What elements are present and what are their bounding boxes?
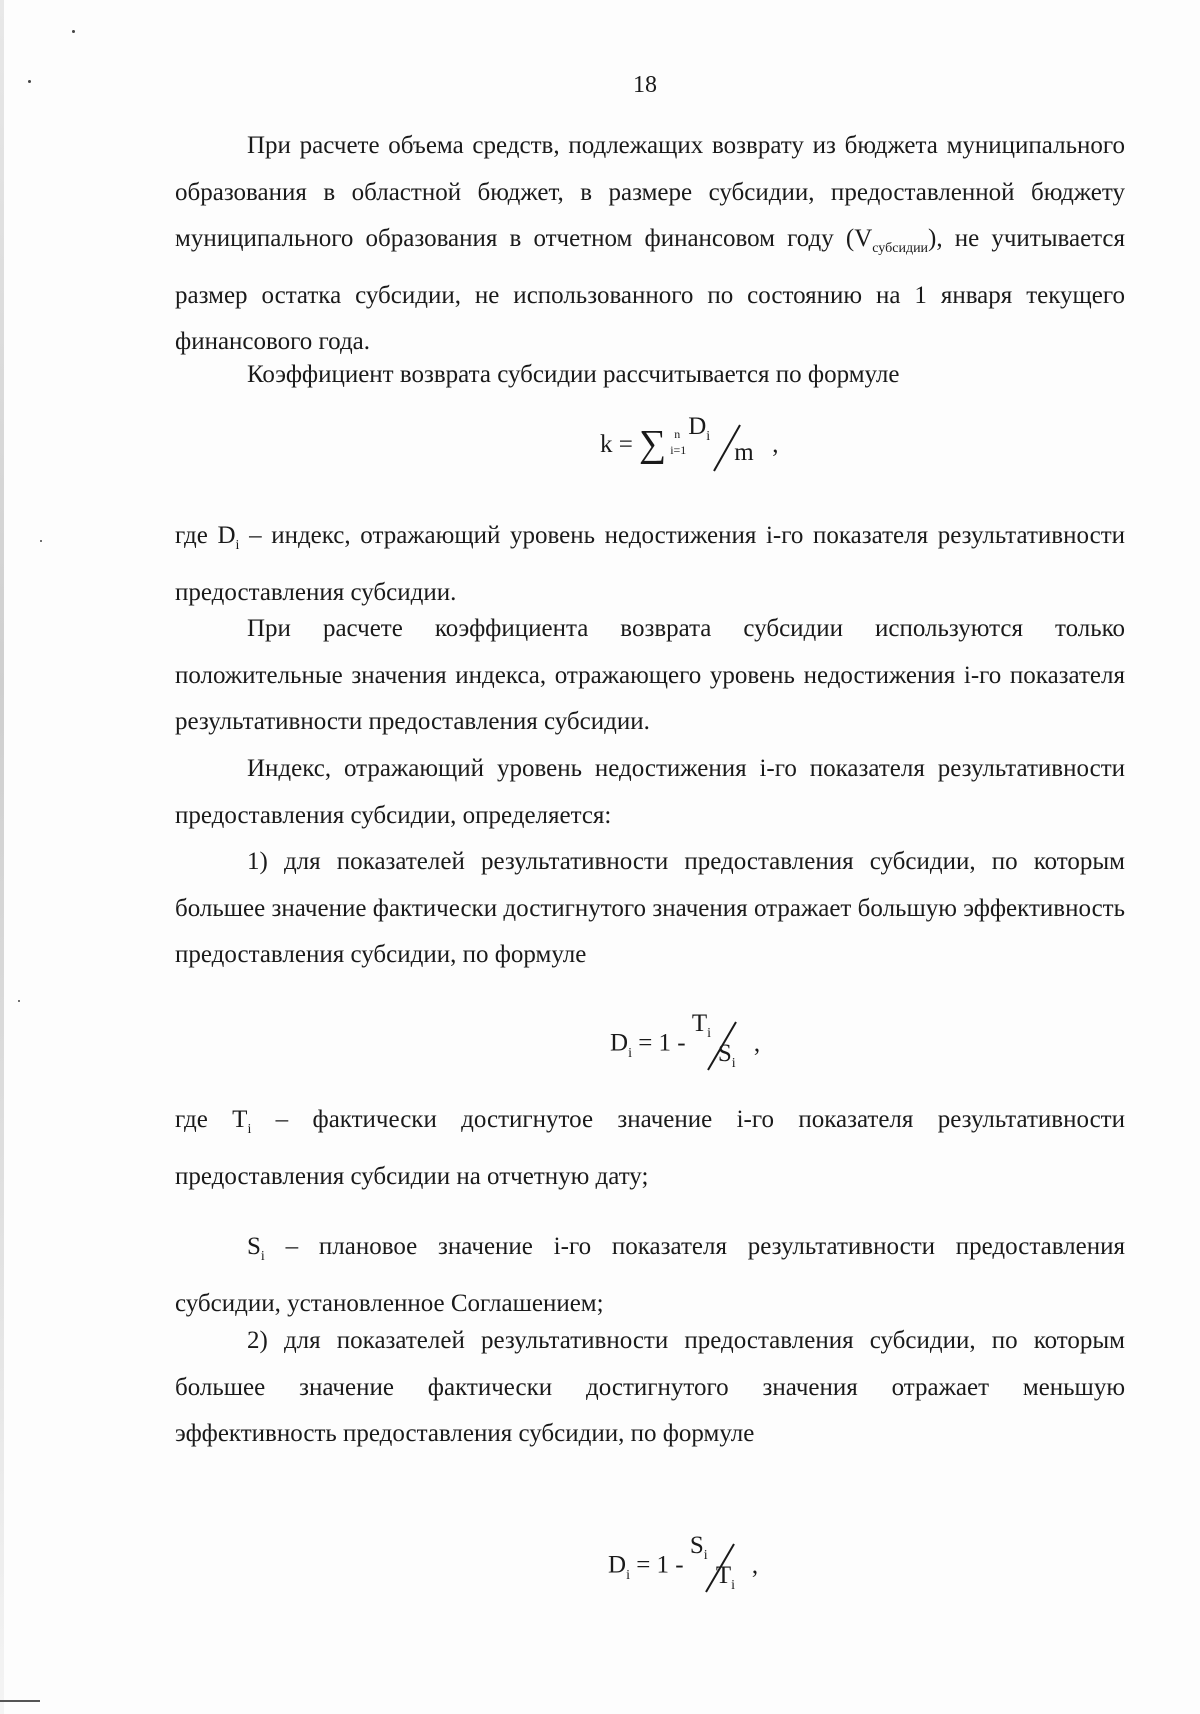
formula-k: k = ∑ n i=1 $D_i$ m , [600, 418, 778, 473]
paragraph-si-definition: $S_i$ – плановое значение i-го показателя результативности предоставления субсидии, установленное Соглашением; [175, 1233, 1125, 1317]
page-number: 18 [633, 72, 657, 98]
scan-speck [18, 1000, 20, 1002]
paragraph-coefficient-intro: Коэффициент возврата субсидии рассчитывается по формуле [247, 361, 900, 388]
scan-speck [40, 540, 42, 542]
formula-d2: $D_i = 1$ - $S_i$ $T_i$ , [608, 1540, 758, 1594]
paragraph-positive-values: При расчете коэффициента возврата субсидии используются только положительные значения индекса, отражающего уровень недостижения i-го показателя результативности предоставления субсидии. [175, 615, 1125, 735]
paragraph-di-definition: где $D_i$ – индекс, отражающий уровень недостижения i-го показателя результативности предоставления субсидии. [175, 522, 1125, 606]
scan-mark [0, 1700, 40, 1702]
scan-speck [72, 30, 75, 33]
scan-edge [0, 0, 4, 1714]
formula-d1: $D_i = 1$ - $T_i$ $S_i$ , [610, 1018, 760, 1072]
paragraph-index-determination: Индекс, отражающий уровень недостижения i-го показателя результативности предоставления субсидии, определяется: [175, 755, 1125, 829]
paragraph-case-1: 1) для показателей результативности предоставления субсидии, по которым большее значение фактически достигнутого значения отражает большую эффективность предоставления субсидии, по формуле [175, 848, 1125, 968]
paragraph-case-2: 2) для показателей результативности предоставления субсидии, по которым большее значение фактически достигнутого значения отражает меньшую эффективность предоставления субсидии, по формуле [175, 1327, 1125, 1447]
paragraph-refund-volume: При расчете объема средств, подлежащих возврату из бюджета муниципального образования в областной бюджет, в размере субсидии, предоставленной бюджету муниципального образования в отчетном финансовом году $(V_{субсидии})$, не учитывается размер остатка субсидии, не использованного по состоянию на 1 января текущего финансового года. [175, 132, 1126, 355]
paragraph-ti-definition: где $T_i$ – фактически достигнутое значение i-го показателя результативности предоставления субсидии на отчетную дату; [175, 1106, 1125, 1190]
